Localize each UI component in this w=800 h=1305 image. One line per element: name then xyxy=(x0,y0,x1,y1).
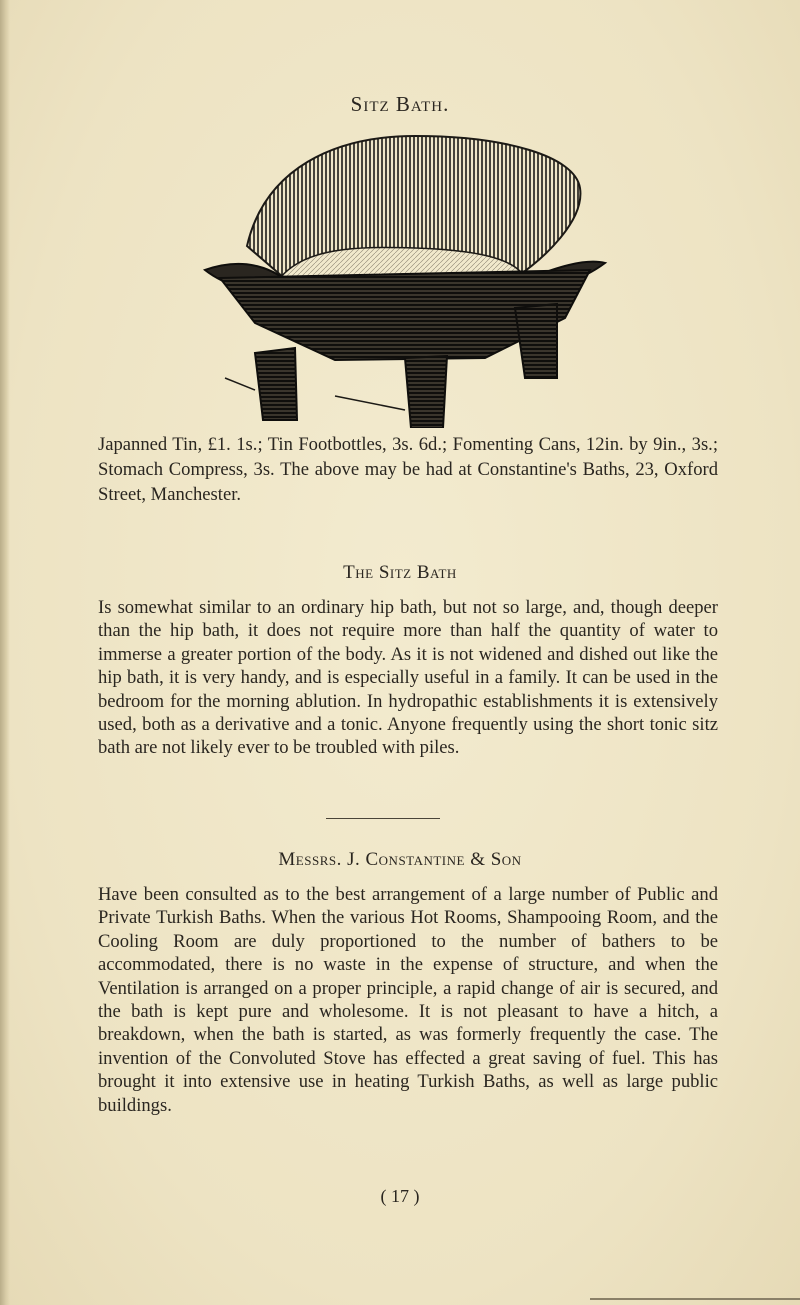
bath-foot-right xyxy=(515,304,557,378)
section-heading-sitz-bath: The Sitz Bath xyxy=(343,562,457,583)
page-gutter-edge xyxy=(0,0,10,1305)
sitz-bath-illustration xyxy=(185,128,625,428)
bath-foot-left xyxy=(255,348,297,420)
section-divider xyxy=(326,818,440,819)
section-heading-constantine: Messrs. J. Constantine & Son xyxy=(278,849,522,870)
section-body-constantine: Have been consulted as to the best arrangement of a large number of Public and Private Turkish Baths. When the various Hot Rooms, Shampooing Room, and the Cooling Room are duly proportioned to the number of bathers to be accommodated, there is no waste in the expense of structure, and when the Ventilation is arranged on a proper principle, a rapid change of air is secured, and the bath is kept pure and wholesome. It is not pleasant to have a hitch, a breakdown, when the bath is started, as was formerly frequently the case. The invention of the Convoluted Stove has effected a great saving of fuel. This has brought it into extensive use in heating Turkish Baths, as well as large public buildings. xyxy=(98,884,718,1116)
page-number: ( 17 ) xyxy=(380,1186,420,1206)
running-head: Sitz Bath. xyxy=(350,92,450,116)
bath-foot-front xyxy=(405,356,447,428)
section-body-sitz-bath: Is somewhat similar to an ordinary hip bath, but not so large, and, though deeper than the hip bath, it does not require more than half the quantity of water to immerse a greater portion of the body. As it is not widened and dished out like the hip bath, it is very handy, and is especially useful in a family. It can be used in the bedroom for the morning ablution. In hydropathic establishments it is extensively used, both as a derivative and a tonic. Anyone frequently using the short tonic sitz bath are not likely ever to be troubled with piles. xyxy=(98,597,718,759)
illustration-caption: Japanned Tin, £1. 1s.; Tin Footbottles, 3s. 6d.; Fomenting Cans, 12in. by 9in., 3s.; Stomach Compress, 3s. The above may be had at Constantine's Baths, 23, Oxford Street, Manchester. xyxy=(98,434,718,505)
bottom-edge-rule xyxy=(590,1298,800,1300)
